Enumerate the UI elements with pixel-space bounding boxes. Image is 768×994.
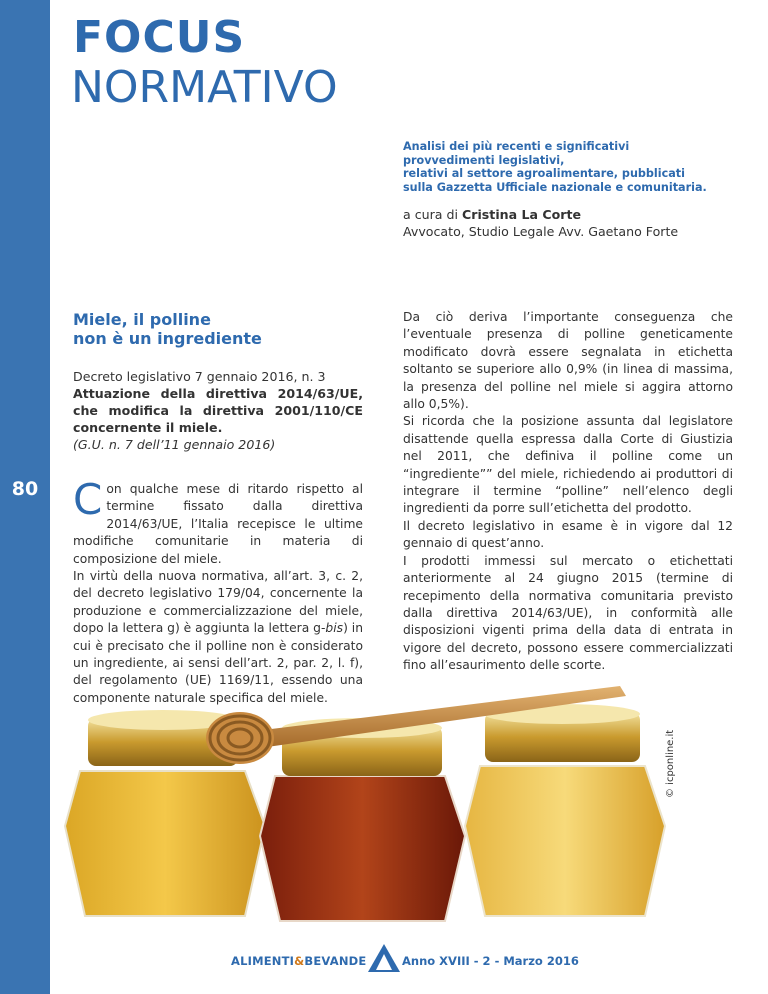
body-text-span: In virtù della nuova normativa, all’art. 3, c. 2, del decreto legislativo 179/04, concernente la produzione e commercializzazione del miele, dopo la lettera g) è aggiunta la lettera g- [73, 569, 363, 636]
section-title-normativo: NORMATIVO [71, 62, 338, 113]
curator-role: Avvocato, Studio Legale Avv. Gaetano Forte [403, 224, 679, 239]
body-italic: bis [325, 621, 344, 636]
left-column [73, 310, 363, 707]
intro-line: Analisi dei più recenti e significativi [403, 140, 630, 153]
magazine-brand [231, 954, 366, 968]
article-title-line: Miele, il polline [73, 310, 211, 329]
body-paragraph: Da ciò deriva l’importante conseguenza che l’eventuale presenza di polline geneticamente modificato dovrà essere segnalata in etichetta soltanto se superiore allo 0,9% (in linea di massima, la presenza del polline nel miele si aggira attorno allo 0,5%). [403, 310, 733, 412]
body-paragraph: Il decreto legislativo in esame è in vigore dal 12 gennaio di quest’anno. [403, 518, 733, 551]
gazette-reference: (G.U. n. 7 dell’11 gennaio 2016) [73, 437, 276, 452]
page-footer [0, 944, 768, 994]
body-paragraph: Si ricorda che la posizione assunta dal legislatore disattende quella espressa dalla Corte di Giustizia nel 2011, che definiva il polline come un “ingrediente”” del miele, richiedendo ai produttori di integrare il termine “polline” nell’elenco degli ingredienti da porre sull’etichetta del prodotto. [403, 414, 733, 516]
left-body [73, 475, 363, 707]
jar-red [260, 718, 465, 921]
curator-prefix: a cura di [403, 207, 463, 222]
body-paragraph: on qualche mese di ritardo rispetto al termine fissato dalla direttiva 2014/63/UE, l’Italia recepisce le ultime modifiche comunitarie in materia di composizione del miele. [73, 482, 363, 566]
brand-text: ALIMENTI [231, 954, 295, 968]
drop-cap: C [73, 475, 103, 524]
jar-pale [465, 704, 665, 916]
honey-jars-photo [60, 676, 690, 931]
decree-reference [73, 368, 363, 453]
page-number: 80 [11, 478, 39, 500]
decree-title: Attuazione della direttiva 2014/63/UE, che modifica la direttiva 2001/110/CE concernente il miele. [73, 386, 363, 435]
section-title-focus: FOCUS [73, 12, 246, 63]
section-intro [403, 140, 733, 194]
article-title-line: non è un ingrediente [73, 329, 262, 348]
body-paragraph: I prodotti immessi sul mercato o etichettati anteriormente al 24 giugno 2015 (termine di recepimento della normativa comunitaria previsto dalla direttiva 2014/63/UE), in conformità alle disposizioni vigenti prima della data di entrata in vigore del decreto, possono essere commercializzati fino all’esaurimento delle scorte. [403, 553, 733, 673]
brand-ampersand: & [294, 954, 305, 968]
curator-name: Cristina La Corte [462, 207, 582, 222]
magazine-logo-icon [368, 944, 400, 972]
intro-line: relativi al settore agroalimentare, pubblicati [403, 167, 685, 180]
brand-text: BEVANDE [304, 954, 367, 968]
decree-line: Decreto legislativo 7 gennaio 2016, n. 3 [73, 369, 326, 384]
issue-info: Anno XVIII - 2 - Marzo 2016 [402, 954, 579, 968]
intro-line: provvedimenti legislativi, [403, 153, 565, 167]
curator-line [403, 206, 743, 223]
curator-block [403, 206, 743, 240]
intro-line: sulla Gazzetta Ufficiale nazionale e comunitaria. [403, 180, 707, 194]
right-column [403, 309, 733, 675]
photo-credit: © icponline.it [665, 729, 676, 798]
body-text-span: ) in cui è precisato che il polline non è considerato un ingrediente, ai sensi dell’art. 2, par. 2, l. f), del regolamento (UE) 1169/11, essendo una componente naturale specifica del miele. [73, 621, 363, 705]
article-title [73, 310, 363, 348]
